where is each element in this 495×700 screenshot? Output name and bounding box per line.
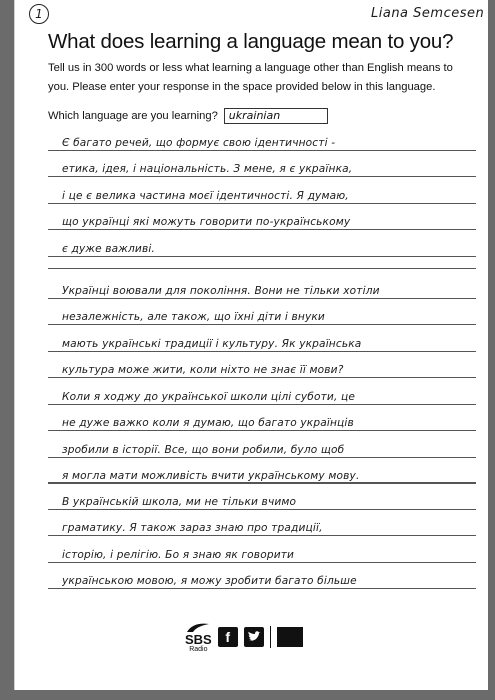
response-sheet — [14, 0, 488, 690]
language-answer-field[interactable]: ukrainian — [224, 108, 328, 124]
handwritten-line: я могла мати можливість вчити українському мову. — [48, 458, 476, 485]
facebook-icon[interactable]: f — [218, 627, 238, 647]
sbs-sub: Radio — [189, 646, 208, 653]
language-question: Which language are you learning? — [48, 110, 218, 122]
handwritten-line: зробили в історії. Все, що вони робили, було щоб — [48, 431, 476, 458]
handwritten-line: є дуже важливі. — [48, 230, 476, 257]
handwritten-line: не дуже важко коли я думаю, що багато українців — [48, 405, 476, 432]
handwritten-line: історію, і релігію. Бо я знаю як говорити — [48, 536, 476, 563]
author-name: Liana Semcesen — [371, 6, 485, 21]
page-title: What does learning a language mean to you? — [48, 30, 454, 53]
ruled-line — [48, 268, 476, 269]
handwritten-line: Коли я ходжу до української школи цілі суботи, це — [48, 378, 476, 405]
sbs-brand: SBS — [185, 632, 212, 647]
language-row — [48, 108, 328, 124]
footer — [185, 620, 303, 653]
handwritten-line: і це є велика частина моєї ідентичності. Я думаю, — [48, 177, 476, 204]
sbs-logo — [185, 620, 212, 653]
handwritten-line: В українській школа, ми не тільки вчимо — [48, 483, 476, 510]
handwritten-line: Українці воювали для покоління. Вони не тільки хотіли — [48, 272, 476, 299]
instructions: Tell us in 300 words or less what learning a language other than English means to you. Please enter your response in the space provided below in this language. — [48, 62, 453, 93]
handwritten-line: незалежність, але також, що їхні діти і внуки — [48, 299, 476, 326]
footer-divider — [270, 626, 271, 648]
handwritten-line: мають українські традиції і культуру. Як українська — [48, 325, 476, 352]
handwritten-line: Є багато речей, що формує свою ідентичності - — [48, 124, 476, 151]
handwritten-line: етика, ідея, і національність. З мене, я є українка, — [48, 151, 476, 178]
twitter-icon[interactable] — [244, 627, 264, 647]
paragraph-3 — [48, 483, 476, 589]
paragraph-2 — [48, 272, 476, 484]
page-number: 1 — [29, 4, 49, 24]
handwritten-line: культура може жити, коли ніхто не знає її мови? — [48, 352, 476, 379]
handwritten-line: граматику. Я також зараз знаю про традиції, — [48, 510, 476, 537]
partner-badge-icon — [277, 627, 303, 647]
handwritten-line: що українці які можуть говорити по-українському — [48, 204, 476, 231]
paragraph-1 — [48, 124, 476, 257]
handwritten-line: українською мовою, я можу зробити багато більше — [48, 563, 476, 590]
